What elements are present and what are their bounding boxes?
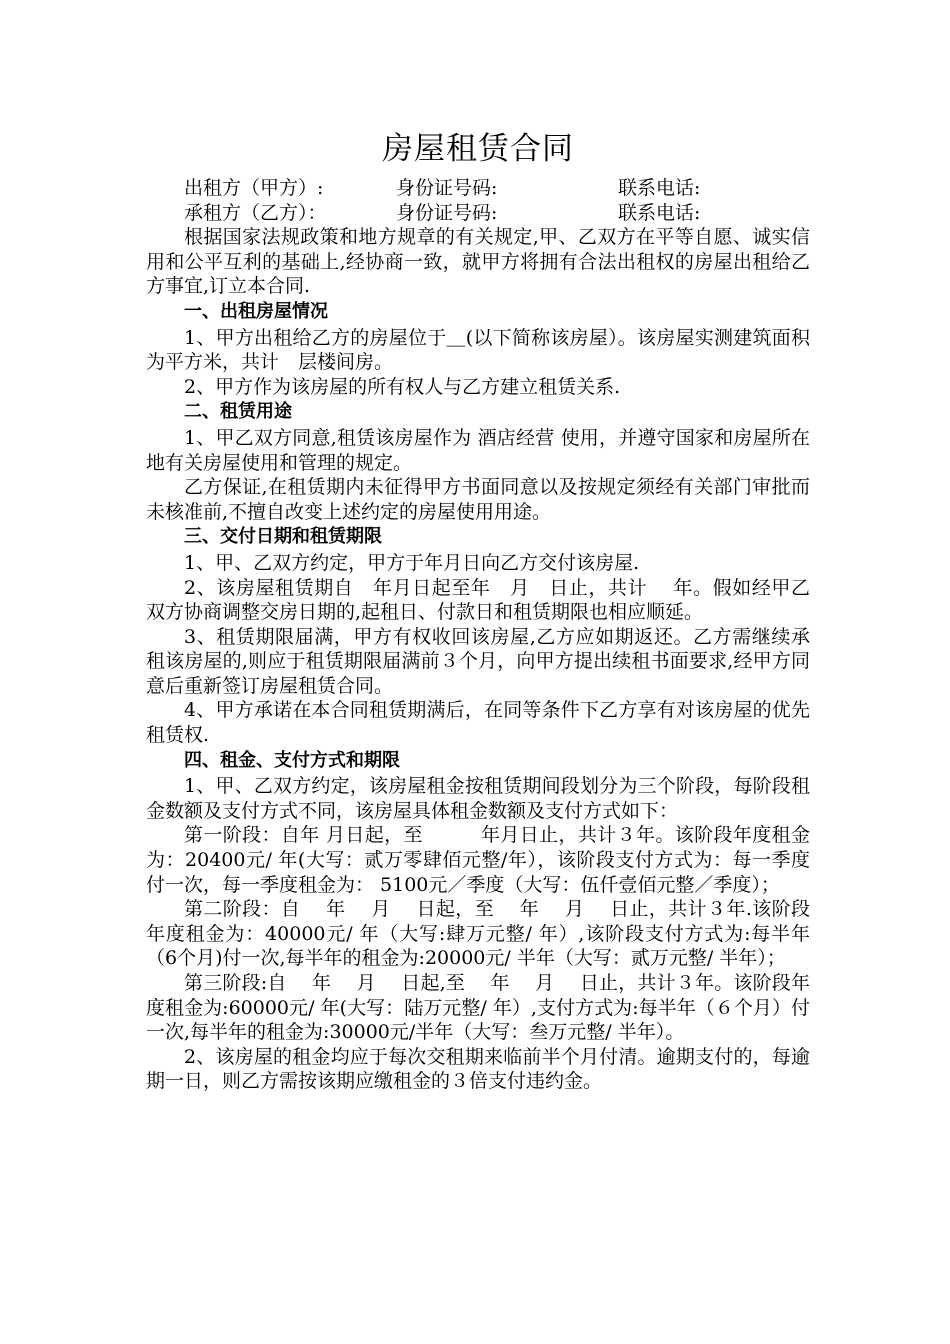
paragraph: 2、该房屋租赁期自 年月日起至年 月 日止，共计 年。假如经甲乙双方协商调整交房日期的,起租日、付款日和租赁期限也相应顺延。 <box>146 576 810 624</box>
paragraph: 4、甲方承诺在本合同租赁期满后，在同等条件下乙方享有对该房屋的优先租赁权. <box>146 699 810 747</box>
lessee-line <box>146 201 810 226</box>
paragraph: 1、甲乙双方同意,租赁该房屋作为 酒店经营 使用，并遵守国家和房屋所在地有关房屋使用和管理的规定。 <box>146 426 810 474</box>
lessee-id-label: 身份证号码: <box>396 201 498 224</box>
section-heading: 四、租金、支付方式和期限 <box>184 749 400 771</box>
paragraph: 1、甲、乙双方约定，甲方于年月日向乙方交付该房屋. <box>184 551 640 574</box>
section-heading: 三、交付日期和租赁期限 <box>184 526 382 548</box>
section-heading: 一、出租房屋情况 <box>184 300 328 322</box>
lessee-label: 承租方（乙方）： <box>184 201 327 224</box>
section-heading: 二、租赁用途 <box>184 401 292 423</box>
contract-page <box>146 128 810 1094</box>
lessor-line <box>146 176 810 201</box>
lessor-id-label: 身份证号码: <box>396 177 498 199</box>
paragraph: 第三阶段:自 年 月 日起,至 年 月 日止，共计３年。该阶段年度租金为:60000元/ 年(大写：陆万元整/ 年）,支付方式为:每半年（６个月）付一次,每半年的租金为:30000元/半年（大写：叁万元整/ 半年）。 <box>146 972 810 1044</box>
paragraph: 3、租赁期限届满，甲方有权收回该房屋,乙方应如期返还。乙方需继续承租该房屋的,则应于租赁期限届满前３个月，向甲方提出续租书面要求,经甲方同意后重新签订房屋租赁合同。 <box>146 625 810 697</box>
paragraph: 2、该房屋的租金均应于每次交租期来临前半个月付清。逾期支付的，每逾期一日，则乙方需按该期应缴租金的３倍支付违约金。 <box>146 1045 810 1093</box>
lessee-phone-label: 联系电话: <box>618 201 701 224</box>
paragraph: 第一阶段：自年 月日起，至 年月日止，共计３年。该阶段年度租金为：20400元/ 年(大写：贰万零肆佰元整/年），该阶段支付方式为：每一季度付一次，每一季度租金为： 5100元／季度（大写：伍仟壹佰元整／季度）； <box>146 824 810 896</box>
intro-paragraph: 根据国家法规政策和地方规章的有关规定,甲、乙双方在平等自愿、诚实信用和公平互利的基础上,经协商一致，就甲方将拥有合法出租权的房屋出租给乙方事宜,订立本合同. <box>146 226 810 298</box>
paragraph: 1、甲方出租给乙方的房屋位于＿(以下简称该房屋）。该房屋实测建筑面积为平方米，共计 层楼间房。 <box>146 326 810 374</box>
lessor-phone-label: 联系电话: <box>618 177 701 199</box>
paragraph: 2、甲方作为该房屋的所有权人与乙方建立租赁关系. <box>184 375 621 398</box>
paragraph: 1、甲、乙双方约定，该房屋租金按租赁期间段划分为三个阶段，每阶段租金数额及支付方式不同，该房屋具体租金数额及支付方式如下： <box>146 775 810 822</box>
paragraph: 第二阶段：自 年 月 日起，至 年 月 日止，共计３年.该阶段年度租金为：40000元/ 年（大写:肆万元整/ 年）,该阶段支付方式为:每半年（6个月)付一次,每半年的租金为:20000元/ 半年（大写：贰万元整/ 半年）； <box>146 898 810 970</box>
lessor-label: 出租方（甲方）: <box>184 177 324 199</box>
paragraph: 乙方保证,在租赁期内未征得甲方书面同意以及按规定须经有关部门审批而未核准前,不擅自改变上述约定的房屋使用用途。 <box>146 476 810 523</box>
document-title: 房屋租赁合同 <box>382 131 574 167</box>
